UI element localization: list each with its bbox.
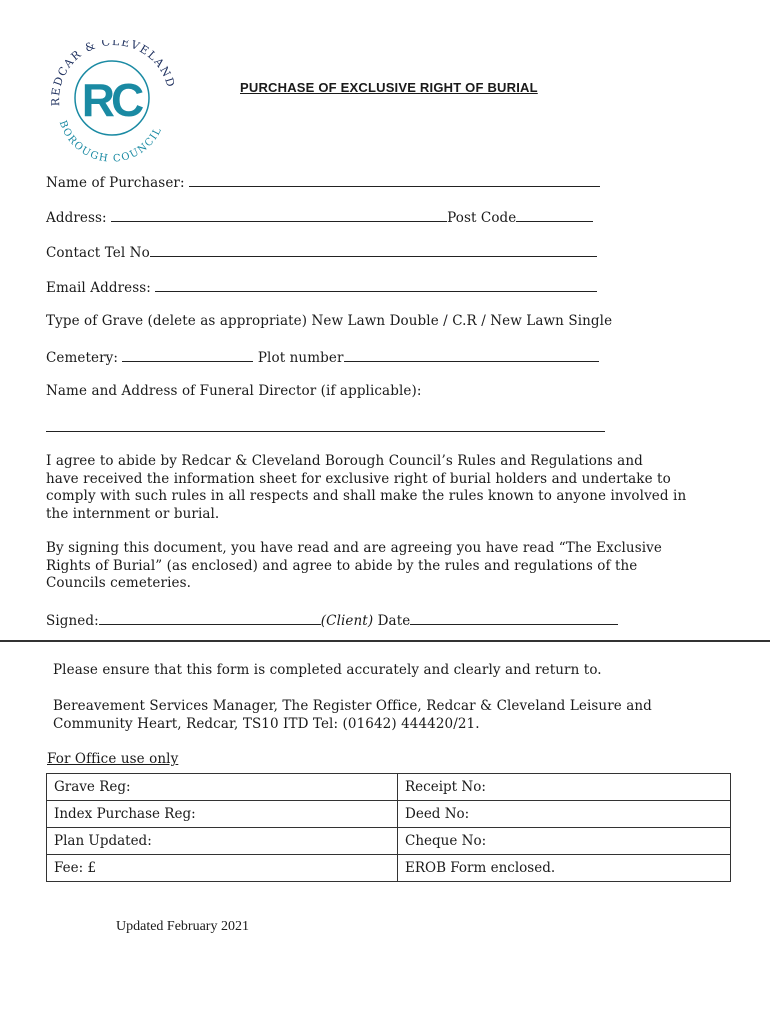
fee-cell[interactable]: Fee: £ — [47, 855, 398, 882]
contact-tel-row — [46, 242, 597, 261]
receipt-no-cell[interactable]: Receipt No: — [398, 774, 731, 801]
signature-field[interactable] — [99, 610, 321, 625]
return-address — [53, 698, 753, 733]
funeral-director-row — [46, 383, 421, 399]
logo-arc-top-text: REDCAR & CLEVELAN — [48, 40, 174, 107]
page-title: PURCHASE OF EXCLUSIVE RIGHT OF BURIAL — [240, 80, 538, 95]
return-note: Please ensure that this form is completed accurately and clearly and return to. — [53, 662, 602, 678]
signing-line: Councils cemeteries. — [46, 575, 191, 591]
table-row — [47, 774, 731, 801]
signature-row — [46, 610, 618, 629]
agreement-paragraph — [46, 453, 746, 523]
council-logo-svg — [44, 40, 176, 162]
address-row — [46, 207, 593, 226]
section-divider — [0, 640, 770, 642]
contact-tel-field[interactable] — [150, 242, 597, 257]
post-code-label: Post Code — [447, 210, 517, 226]
office-use-heading: For Office use only — [47, 751, 179, 767]
agreement-line: have received the information sheet for exclusive right of burial holders and undertake to — [46, 470, 671, 487]
agreement-line: I agree to abide by Redcar & Cleveland Borough Council’s Rules and Regulations and — [46, 453, 643, 469]
table-row — [47, 801, 731, 828]
cemetery-label: Cemetery: — [46, 350, 119, 366]
return-address-line: Community Heart, Redcar, TS10 ITD Tel: (01642) 444420/21. — [53, 715, 480, 732]
purchaser-name-field[interactable] — [189, 172, 600, 187]
council-logo — [44, 40, 176, 162]
purchaser-name-row — [46, 172, 600, 191]
address-field[interactable] — [111, 207, 447, 222]
funeral-director-label: Name and Address of Funeral Director (if applicable): — [46, 383, 422, 399]
address-label: Address: — [46, 210, 107, 226]
email-label: Email Address: — [46, 280, 151, 296]
signing-line: Rights of Burial” (as enclosed) and agree to abide by the rules and regulations of the — [46, 557, 638, 574]
signing-line: By signing this document, you have read and are agreeing you have read “The Exclusive — [46, 540, 662, 556]
date-field[interactable] — [410, 610, 618, 625]
signing-paragraph — [46, 540, 746, 593]
cemetery-field[interactable] — [122, 347, 253, 362]
table-row — [47, 855, 731, 882]
table-row — [47, 828, 731, 855]
client-label: (Client) — [320, 613, 374, 629]
return-address-line: Bereavement Services Manager, The Register Office, Redcar & Cleveland Leisure and — [53, 698, 652, 714]
contact-tel-label: Contact Tel No — [46, 245, 150, 261]
signed-label: Signed: — [46, 613, 99, 629]
date-label: Date — [377, 613, 411, 629]
deed-no-cell[interactable]: Deed No: — [398, 801, 731, 828]
email-field[interactable] — [155, 277, 597, 292]
logo-monogram: RC — [81, 74, 141, 126]
plot-number-label: Plot number — [257, 350, 344, 366]
post-code-field[interactable] — [516, 207, 593, 222]
funeral-director-field[interactable] — [46, 431, 605, 432]
index-purchase-reg-cell[interactable]: Index Purchase Reg: — [47, 801, 398, 828]
grave-type-row — [46, 313, 612, 329]
updated-date-footer: Updated February 2021 — [116, 919, 249, 934]
email-row — [46, 277, 597, 296]
agreement-line: the internment or burial. — [46, 505, 220, 522]
erob-form-cell[interactable]: EROB Form enclosed. — [398, 855, 731, 882]
cemetery-row — [46, 347, 599, 366]
logo-arc-bottom-text: BOROUGH COUNCIL — [56, 119, 165, 162]
plot-number-field[interactable] — [344, 347, 599, 362]
plan-updated-cell[interactable]: Plan Updated: — [47, 828, 398, 855]
grave-reg-cell[interactable]: Grave Reg: — [47, 774, 398, 801]
purchaser-name-label: Name of Purchaser: — [46, 175, 185, 191]
agreement-line: comply with such rules in all respects and shall make the rules known to anyone involved in — [46, 488, 687, 504]
office-use-table — [46, 773, 731, 882]
cheque-no-cell[interactable]: Cheque No: — [398, 828, 731, 855]
grave-type-label: Type of Grave (delete as appropriate) New Lawn Double / C.R / New Lawn Single — [46, 313, 613, 329]
